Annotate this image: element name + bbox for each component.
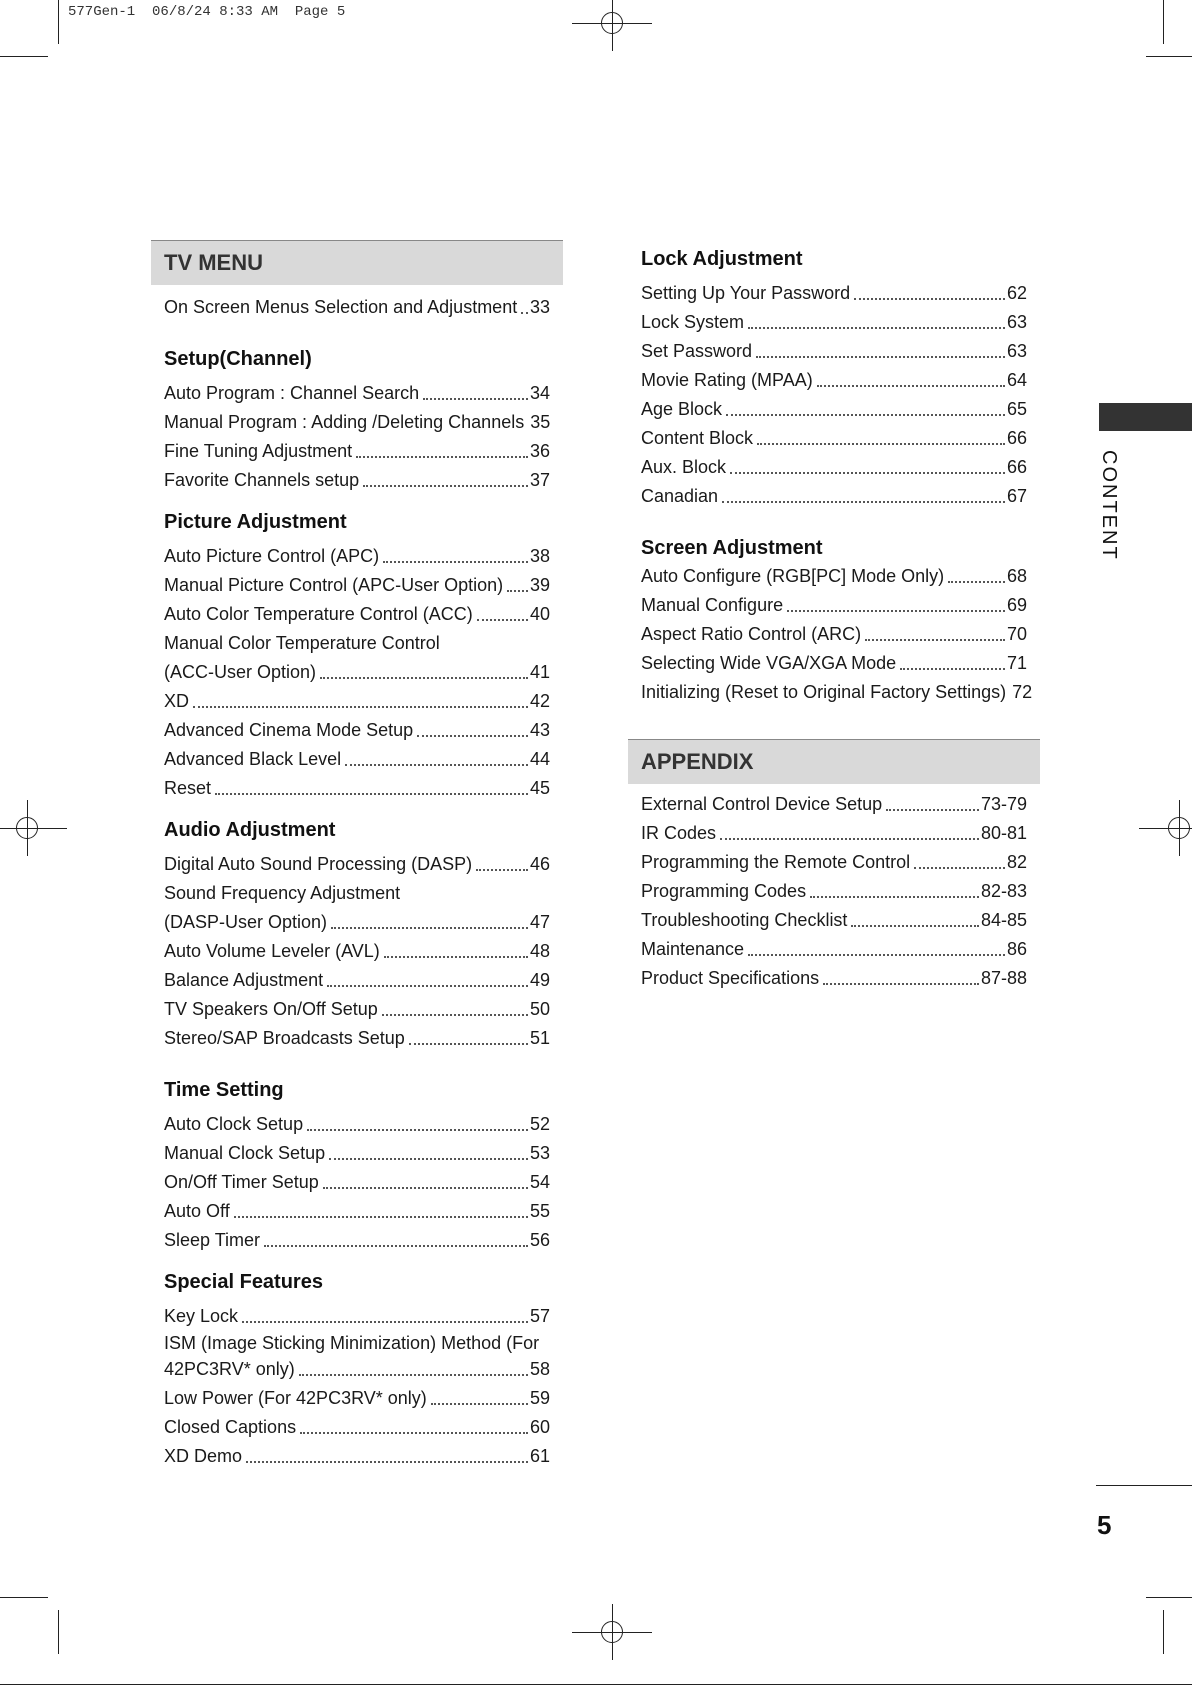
section-heading: Time Setting [164,1079,284,1101]
section-heading: Picture Adjustment [164,511,347,533]
toc-entry: Auto Program : Channel Search 34 [164,383,550,403]
toc-entry: Auto Off 55 [164,1201,550,1221]
toc-entry: Content Block 66 [641,428,1027,448]
toc-entry: Setting Up Your Password 62 [641,283,1027,303]
toc-entry: Aux. Block 66 [641,457,1027,477]
toc-entry: Programming Codes 82-83 [641,881,1027,901]
toc-entry: Manual Clock Setup 53 [164,1143,550,1163]
toc-entry: Troubleshooting Checklist 84-85 [641,910,1027,930]
toc-entry: Favorite Channels setup 37 [164,470,550,490]
toc-entry: Manual Configure 69 [641,595,1027,615]
crop-mark [0,56,48,57]
toc-entry: Stereo/SAP Broadcasts Setup 51 [164,1028,550,1048]
toc-entry: Reset 45 [164,778,550,798]
registration-mark-right [1168,817,1190,839]
toc-entry: Aspect Ratio Control (ARC) 70 [641,624,1027,644]
toc-entry: Manual Picture Control (APC-User Option) 39 [164,575,550,595]
toc-entry: Fine Tuning Adjustment 36 [164,441,550,461]
toc-entry: Auto Color Temperature Control (ACC) 40 [164,604,550,624]
toc-entry: Digital Auto Sound Processing (DASP) 46 [164,854,550,874]
toc-entry: Set Password 63 [641,341,1027,361]
appendix-banner: APPENDIX [628,739,1040,784]
toc-entry: Auto Volume Leveler (AVL) 48 [164,941,550,961]
toc-entry: Advanced Black Level 44 [164,749,550,769]
page-number-rule [1096,1485,1192,1486]
print-slug: 577Gen-1 06/8/24 8:33 AM Page 5 [68,4,346,20]
crop-mark [1146,56,1192,57]
crop-mark [0,1597,48,1598]
toc-entry: Maintenance 86 [641,939,1027,959]
toc-entry: Auto Clock Setup 52 [164,1114,550,1134]
crop-mark [1146,1597,1192,1598]
toc-entry: Lock System 63 [641,312,1027,332]
registration-mark-bottom [601,1621,623,1643]
side-label: CONTENT [1098,450,1120,561]
crop-mark [58,0,59,44]
toc-left-column [151,240,563,1471]
section-tab [1099,403,1192,431]
toc-entry: 42PC3RV* only) 58 [164,1359,550,1379]
toc-entry: Low Power (For 42PC3RV* only) 59 [164,1388,550,1408]
toc-entry: Key Lock 57 [164,1306,550,1326]
toc-entry: Movie Rating (MPAA) 64 [641,370,1027,390]
toc-entry: (DASP-User Option) 47 [164,912,550,932]
crop-mark [1163,0,1164,44]
toc-entry: Product Specifications 87-88 [641,968,1027,988]
section-heading: Lock Adjustment [641,248,803,270]
section-heading: Screen Adjustment [641,537,823,559]
toc-entry: Programming the Remote Control 82 [641,852,1027,872]
toc-entry: Auto Picture Control (APC) 38 [164,546,550,566]
registration-mark-top [601,12,623,34]
toc-entry: IR Codes 80-81 [641,823,1027,843]
toc-entry: On/Off Timer Setup 54 [164,1172,550,1192]
toc-entry: Canadian 67 [641,486,1027,506]
toc-entry-line1: ISM (Image Sticking Minimization) Method (For [164,1333,540,1353]
toc-entry-line1: Sound Frequency Adjustment [164,883,401,903]
toc-entry: Auto Configure (RGB[PC] Mode Only) 68 [641,566,1027,586]
toc-entry: Advanced Cinema Mode Setup 43 [164,720,550,740]
toc-entry: XD 42 [164,691,550,711]
section-heading: Special Features [164,1271,323,1293]
toc-entry: TV Speakers On/Off Setup 50 [164,999,550,1019]
toc-entry: On Screen Menus Selection and Adjustment 33 [164,297,550,317]
toc-entry: Age Block 65 [641,399,1027,419]
toc-entry-line1: Manual Color Temperature Control [164,633,440,653]
toc-right-column [628,240,1040,993]
toc-entry: Selecting Wide VGA/XGA Mode 71 [641,653,1027,673]
registration-mark-left [16,817,38,839]
toc-entry: Sleep Timer 56 [164,1230,550,1250]
toc-entry: Manual Program : Adding /Deleting Channels 35 [164,412,551,432]
crop-mark [58,1610,59,1654]
toc-entry: Closed Captions 60 [164,1417,550,1437]
section-heading: Audio Adjustment [164,819,336,841]
crop-mark [1163,1610,1164,1654]
toc-entry: Initializing (Reset to Original Factory Settings) 72 [641,682,1033,702]
toc-entry: External Control Device Setup 73-79 [641,794,1027,814]
toc-entry: (ACC-User Option) 41 [164,662,550,682]
toc-entry: Balance Adjustment 49 [164,970,550,990]
tv-menu-banner: TV MENU [151,240,563,285]
page-number: 5 [1097,1510,1112,1540]
section-heading: Setup(Channel) [164,348,312,370]
toc-entry: XD Demo 61 [164,1446,550,1466]
